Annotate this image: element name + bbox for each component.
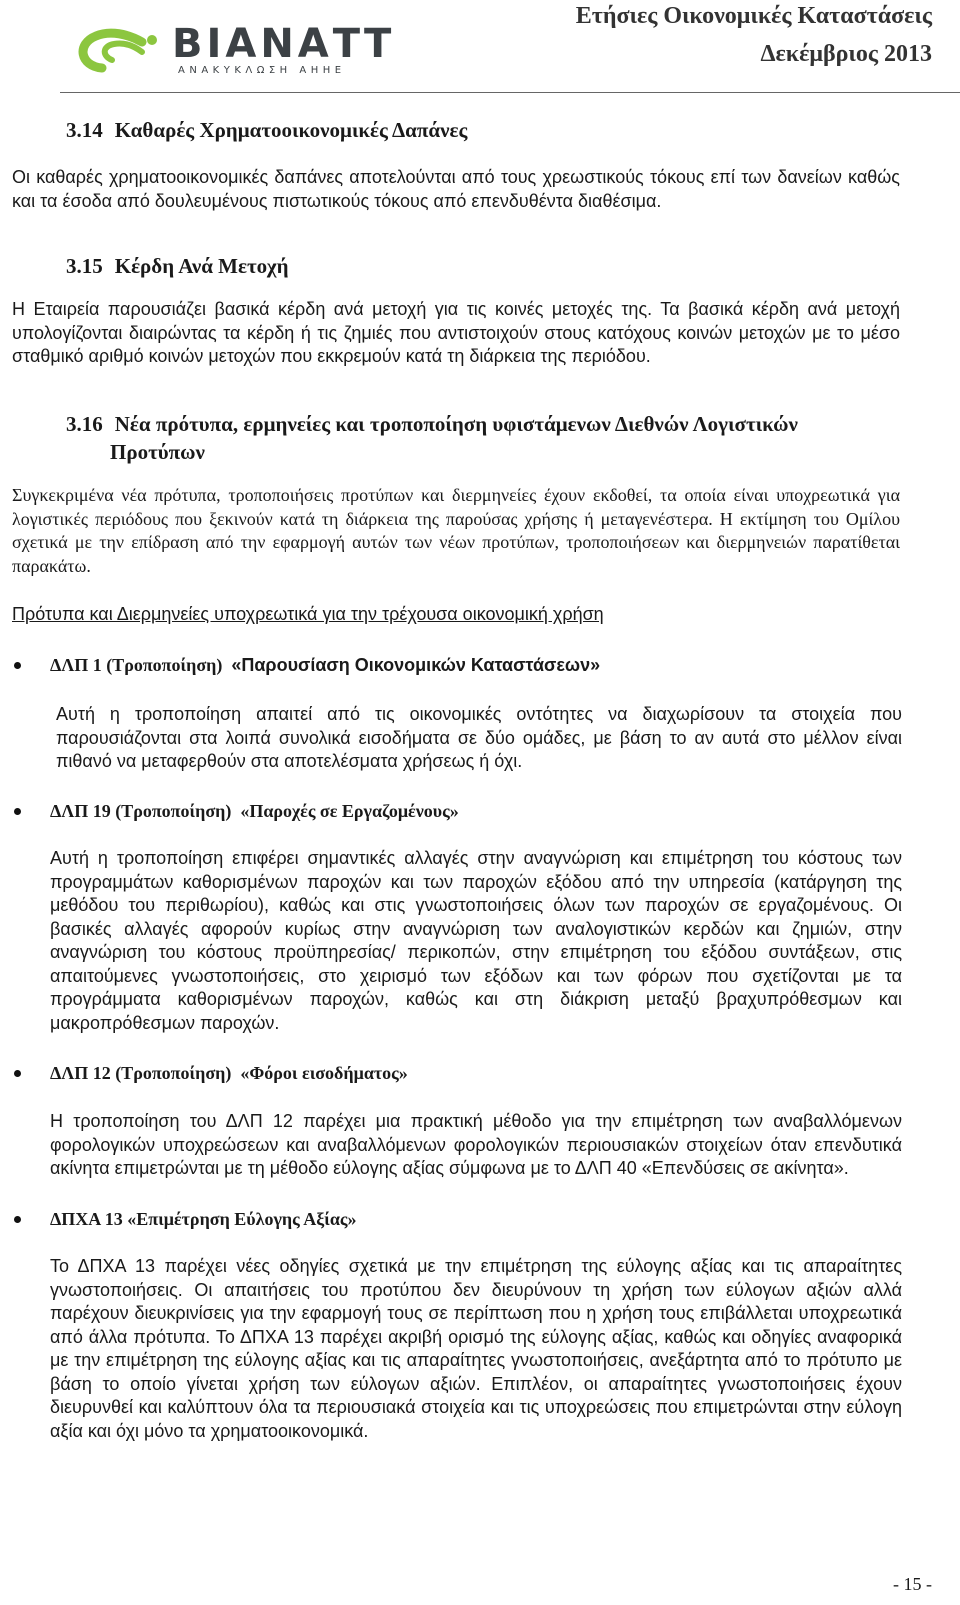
company-logo: [72, 20, 412, 80]
section-title: Καθαρές Χρηματοοικονομικές Δαπάνες: [114, 118, 468, 142]
item-code: ΔΛΠ 1 (Τροποποίηση): [50, 655, 223, 675]
item-name: «Φόροι εισοδήματος»: [240, 1063, 408, 1083]
section-heading-3-15: [66, 252, 289, 280]
item-body-ifrs13: Το ΔΠΧΑ 13 παρέχει νέες οδηγίες σχετικά με την επιμέτρηση της εύλογης αξίας και τις απαραίτητες γνωστοποιήσεις. Οι απαιτήσεις του προτύπου δεν διευρύνουν τη χρήση των εύλογων αξιών αλλά παρέχουν διευκρινίσεις για την εφαρμογή τους σε περίπτωση που η χρήση τους επιβάλλεται υποχρεωτικά από άλλα πρότυπα. Το ΔΠΧΑ 13 παρέχει ακριβή ορισμό της εύλογης αξίας, καθώς και οδηγίες αναφορικά με την επιμέτρηση της εύλογης αξίας και τις απαραίτητες γνωστοποιήσεις, ανεξάρτητα από το πρότυπο με βάση το οποίο γίνεται χρήση των εύλογων αξιών. Επιπλέον, οι απαραίτητες γνωστοποιήσεις έχουν διευρυνθεί και καλύπτουν όλα τα περιουσιακά στοιχεία και τις υποχρεώσεις που επιμετρώνται στην εύλογη αξία και όχι μόνο τα χρηματοοικονομικά.: [50, 1256, 902, 1441]
section-title: Κέρδη Ανά Μετοχή: [114, 254, 289, 278]
item-body-ias12: Η τροποποίηση του ΔΛΠ 12 παρέχει μια πρακτική μέθοδο για την επιμέτρηση των αναβαλλόμενων φορολογικών υποχρεώσεων και αναβαλλόμενων φορολογικών περιουσιακών στοιχείων όταν επενδυτικά ακίνητα επιμετρώνται με τη μέθοδο εύλογης αξίας σύμφωνα με το ΔΛΠ 40 «Επενδύσεις σε ακίνητα».: [50, 1111, 902, 1178]
item-body-ias19: Αυτή η τροποποίηση επιφέρει σημαντικές αλλαγές στην αναγνώριση και επιμέτρηση του κόστους των προγραμμάτων καθορισμένων παροχών και των παροχών εξόδου από την υπηρεσία (κατάργηση της μεθόδου του περιθωρίου), καθώς και στις γνωστοποιήσεις όλων των παροχών σε εργαζομένους. Οι βασικές αλλαγές αφορούν κυρίως στην αναγνώριση των αναλογιστικών κερδών και ζημιών, στην αναγνώριση του κόστους προϋπηρεσίας/ περικοπών, στην επιμέτρηση του εξόδου συντάξεων, στις απαιτούμενες γνωστοποιήσεις, στο χειρισμό των εξόδων και των φόρων που σχετίζονται με τα προγράμματα καθορισμένων παροχών, καθώς και στη διάκριση μεταξύ βραχυπρόθεσμων και μακροπρόθεσμων παροχών.: [50, 848, 902, 1033]
item-heading-ias1: [50, 653, 600, 677]
item-code: ΔΛΠ 12 (Τροποποίηση): [50, 1063, 232, 1083]
section-title-line1: Νέα πρότυπα, ερμηνείες και τροποποίηση υφιστάμενων Διεθνών Λογιστικών: [114, 412, 798, 436]
bullet-icon: [14, 1070, 21, 1077]
item-body-ias1: Αυτή η τροποποίηση απαιτεί από τις οικονομικές οντότητες να διαχωρίσουν τα στοιχεία που παρουσιάζονται στα λοιπά συνολικά εισοδήματα σε δύο ομάδες, με βάση το αν αυτά στο μέλλον είναι πιθανό να μεταφερθούν στα αποτελέσματα χρήσεως ή όχι.: [56, 704, 902, 771]
document-title: Ετήσιες Οικονομικές Καταστάσεις: [575, 3, 932, 29]
page-number: - 15 -: [893, 1574, 932, 1594]
item-name: «Επιμέτρηση Εύλογης Αξίας»: [127, 1209, 357, 1229]
section-heading-3-14: [66, 116, 467, 144]
section-number: 3.16: [66, 412, 103, 436]
document-date: Δεκέμβριος 2013: [760, 41, 932, 67]
item-code: ΔΠΧΑ 13: [50, 1209, 123, 1229]
section-heading-3-16: [66, 410, 916, 466]
bullet-icon: [14, 1216, 21, 1223]
section-number: 3.15: [66, 254, 103, 278]
page-header: [0, 0, 960, 96]
subsection-heading: Πρότυπα και Διερμηνείες υποχρεωτικά για την τρέχουσα οικονομική χρήση: [12, 604, 604, 624]
logo-swirl-icon: [72, 20, 168, 80]
item-heading-ifrs13: [50, 1207, 356, 1231]
item-heading-ias12: [50, 1061, 408, 1085]
item-heading-ias19: [50, 799, 459, 823]
logo-wordmark: ΒΙΑΝΑΤΤ: [172, 21, 396, 67]
section-number: 3.14: [66, 118, 103, 142]
logo-tagline: ΑΝΑΚΥΚΛΩΣΗ ΑΗΗΕ: [178, 65, 346, 76]
item-name: «Παροχές σε Εργαζομένους»: [240, 801, 459, 821]
item-name: «Παρουσίαση Οικονομικών Καταστάσεων»: [231, 655, 601, 675]
item-code: ΔΛΠ 19 (Τροποποίηση): [50, 801, 232, 821]
header-divider: [60, 92, 960, 93]
section-body-3-15: Η Εταιρεία παρουσιάζει βασικά κέρδη ανά μετοχή για τις κοινές μετοχές της. Τα βασικά κέρδη ανά μετοχή υπολογίζονται διαιρώντας τα κέρδη ή τις ζημιές που αντιστοιχούν στους κατόχους κοινών μετοχών με το μέσο σταθμικό αριθμό κοινών μετοχών που εκκρεμούν κατά τη διάρκεια της περιόδου.: [12, 299, 900, 366]
bullet-icon: [14, 808, 21, 815]
section-body-3-14: Οι καθαρές χρηματοοικονομικές δαπάνες αποτελούνται από τους χρεωστικούς τόκους επί των δανείων καθώς και τα έσοδα από δουλευμένους πιστωτικούς τόκους από επενδυθέντα διαθέσιμα.: [12, 167, 900, 211]
section-body-3-16: Συγκεκριμένα νέα πρότυπα, τροποποιήσεις προτύπων και διερμηνείες έχουν εκδοθεί, τα οποία είναι υποχρεωτικά για λογιστικές περιόδους που ξεκινούν κατά τη διάρκεια της παρούσας χρήσης ή μεταγενέστερα. Η εκτίμηση του Ομίλου σχετικά με την επίδραση από την εφαρμογή αυτών των νέων προτύπων, τροποποιήσεων και διερμηνειών παρατίθεται παρακάτω.: [12, 485, 900, 576]
section-title-line2: Προτύπων: [110, 440, 205, 464]
bullet-icon: [14, 662, 21, 669]
